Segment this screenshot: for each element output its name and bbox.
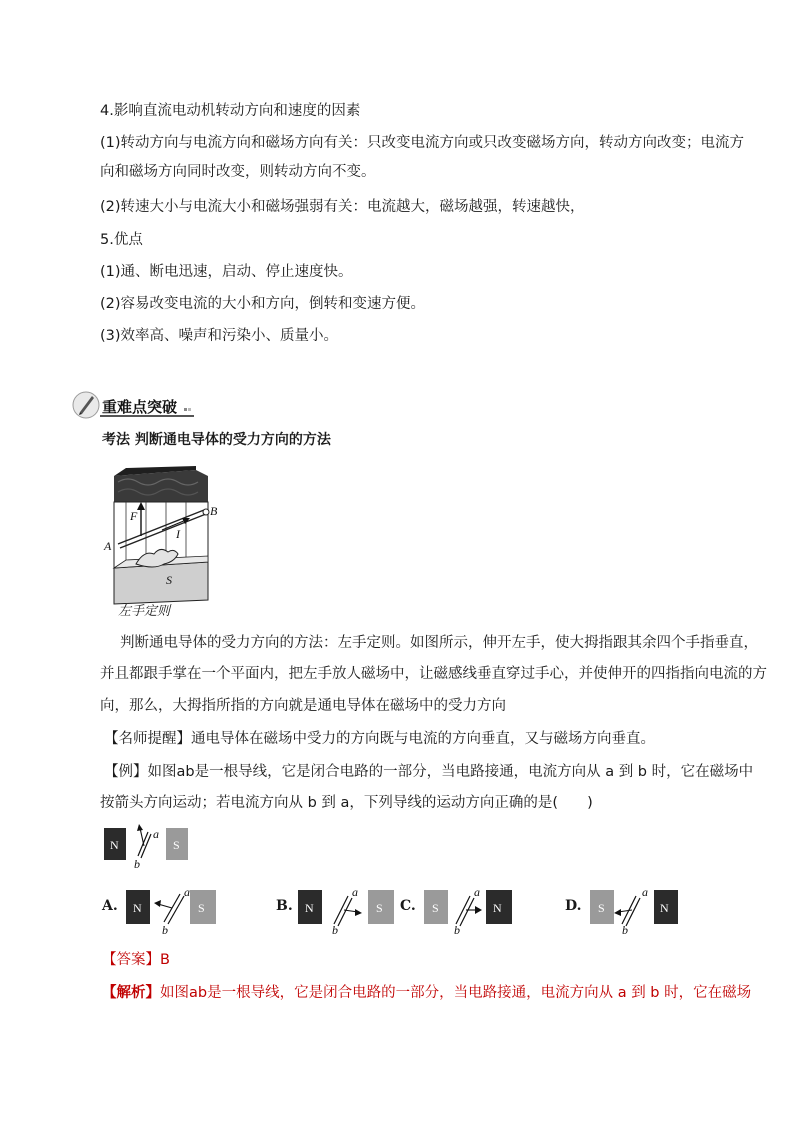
option-b-label[interactable]: B. bbox=[276, 898, 293, 914]
label-A: A bbox=[104, 539, 112, 553]
option-d-right-text: N bbox=[660, 901, 669, 915]
option-b-left-text: N bbox=[305, 901, 314, 915]
example-label-a: a bbox=[153, 827, 159, 841]
section5-item-1: (1)通、断电迅速，启动、停止速度快。 bbox=[100, 264, 353, 280]
option-c-right-text: N bbox=[493, 901, 502, 915]
option-d-left-text: S bbox=[598, 901, 605, 915]
tip-tag: 【名师提醒】 bbox=[104, 731, 191, 747]
example-figure bbox=[100, 822, 200, 872]
answer-line bbox=[102, 950, 170, 970]
option-a-label-a: a bbox=[184, 885, 190, 899]
section4-p2: (2)转速大小与电流大小和磁场强弱有关：电流越大，磁场越强，转速越快， bbox=[100, 199, 585, 215]
example-label-b: b bbox=[134, 857, 140, 871]
analysis-text: 如图ab是一根导线，它是闭合电路的一部分，当电路接通，电流方向从 a 到 b 时，它在磁场 bbox=[160, 985, 752, 1001]
option-d-figure[interactable] bbox=[588, 884, 688, 936]
label-I: I bbox=[176, 527, 180, 541]
option-b-label-a: a bbox=[352, 885, 358, 899]
section-banner-title: 重难点突破 bbox=[102, 398, 178, 416]
explain-line1: 判断通电导体的受力方向的方法：左手定则。如图所示，伸开左手，使大拇指跟其余四个手指垂直， bbox=[120, 635, 758, 651]
analysis-tag: 【解析】 bbox=[102, 985, 160, 1001]
label-B: B bbox=[210, 504, 218, 518]
option-b-figure[interactable] bbox=[296, 884, 400, 936]
option-b-label-b: b bbox=[332, 923, 338, 936]
example-text-1: 如图ab是一根导线，它是闭合电路的一部分，当电路接通，电流方向从 a 到 b 时，它在磁场中 bbox=[147, 764, 754, 780]
option-c-label-a: a bbox=[474, 885, 480, 899]
option-a-figure[interactable] bbox=[124, 884, 234, 936]
answer-tag: 【答案】 bbox=[102, 952, 160, 968]
option-a-label[interactable]: A. bbox=[102, 898, 118, 914]
example-line1 bbox=[104, 762, 753, 782]
section5-item-3: (3)效率高、噪声和污染小、质量小。 bbox=[100, 328, 339, 344]
explain-line2: 并且都跟手掌在一个平面内，把左手放人磁场中，让磁感线垂直穿过手心，并使伸开的四指指向电流的方 bbox=[100, 666, 767, 682]
label-S: S bbox=[166, 573, 172, 587]
section4-p1-line2: 向和磁场方向同时改变，则转动方向不变。 bbox=[100, 164, 376, 180]
tip-text: 通电导体在磁场中受力的方向既与电流的方向垂直，又与磁场方向垂直。 bbox=[191, 731, 655, 747]
option-a-label-b: b bbox=[162, 923, 168, 936]
kaofa-title: 考法 判断通电导体的受力方向的方法 bbox=[102, 432, 331, 448]
option-a-left-text: N bbox=[133, 901, 142, 915]
option-a-right-text: S bbox=[198, 901, 205, 915]
figure-caption: 左手定则 bbox=[118, 604, 171, 619]
option-b-right-text: S bbox=[376, 901, 383, 915]
example-line2: 按箭头方向运动；若电流方向从 b 到 a，下列导线的运动方向正确的是( ) bbox=[100, 795, 593, 811]
option-d-label-b: b bbox=[622, 923, 628, 936]
analysis-line bbox=[102, 983, 751, 1003]
section5-item-2: (2)容易改变电流的大小和方向，倒转和变速方便。 bbox=[100, 296, 426, 312]
answer-value: B bbox=[160, 952, 170, 968]
section4-p1-line1: (1)转动方向与电流方向和磁场方向有关：只改变电流方向或只改变磁场方向，转动方向改变；电流方 bbox=[100, 135, 745, 151]
section4-title: 4.影响直流电动机转动方向和速度的因素 bbox=[100, 103, 361, 119]
explain-line3: 向，那么，大拇指所指的方向就是通电导体在磁场中的受力方向 bbox=[100, 698, 506, 714]
option-d-label[interactable]: D. bbox=[565, 898, 582, 914]
option-c-figure[interactable] bbox=[422, 884, 522, 936]
example-magnet-right-text: S bbox=[173, 838, 180, 852]
option-c-left-text: S bbox=[432, 901, 439, 915]
label-F: F bbox=[130, 509, 138, 523]
option-d-label-a: a bbox=[642, 885, 648, 899]
example-tag: 【例】 bbox=[104, 764, 148, 780]
example-magnet-left-text: N bbox=[110, 838, 119, 852]
option-c-label-b: b bbox=[454, 923, 460, 936]
section5-title: 5.优点 bbox=[100, 232, 143, 248]
left-hand-rule-figure bbox=[96, 462, 226, 622]
teacher-tip bbox=[104, 729, 655, 749]
option-c-label[interactable]: C. bbox=[400, 898, 416, 914]
